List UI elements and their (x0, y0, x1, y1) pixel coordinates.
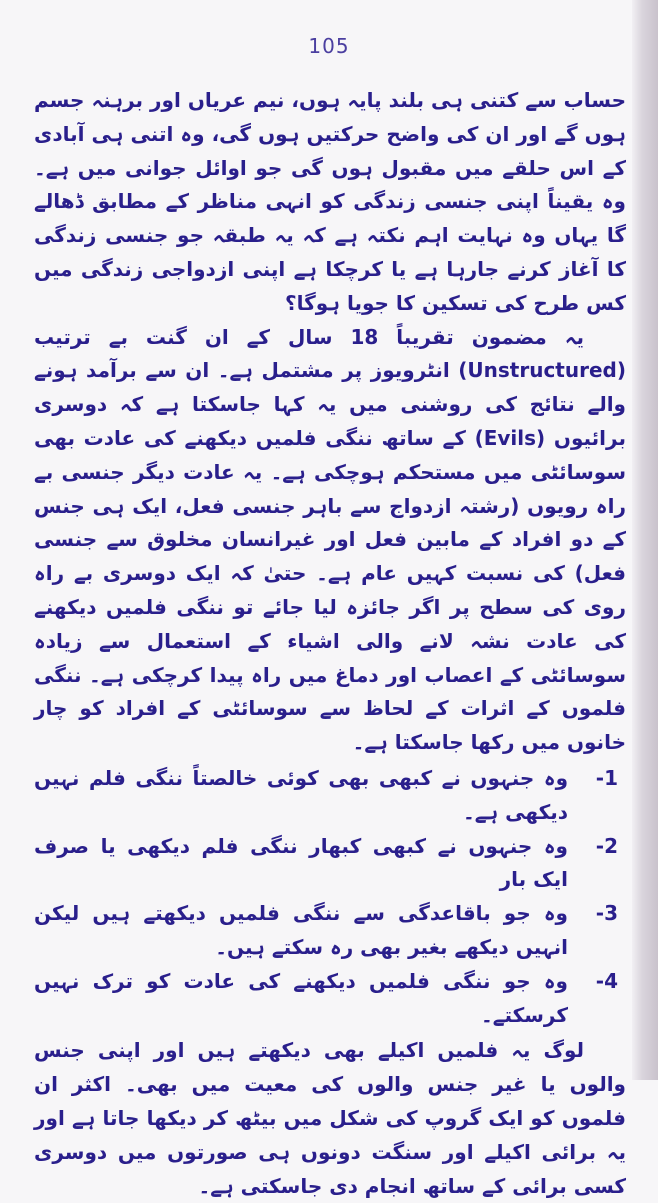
list-item-number: -4 (595, 968, 618, 993)
list-item-text: وہ جو ننگی فلمیں دیکھنے کی عادت کو ترک نہیں کرسکتے۔ (34, 968, 568, 1027)
list-item-number: -1 (595, 765, 618, 790)
list-item-text: وہ جو باقاعدگی سے ننگی فلمیں دیکھتے ہیں لیکن انہیں دیکھے بغیر بھی رہ سکتے ہیں۔ (34, 901, 568, 959)
list-item-text: وہ جنہوں نے کبھی کبھار ننگی فلم دیکھی یا صرف ایک بار (34, 833, 568, 892)
list-item (34, 762, 626, 830)
list-item (34, 965, 626, 1033)
list-item (34, 830, 626, 898)
page-number: 105 (308, 34, 350, 58)
list-item-text: وہ جنہوں نے کبھی بھی کوئی خالصتاً ننگی فلم نہیں دیکھی ہے۔ (34, 765, 568, 824)
paragraph-2: یہ مضمون تقریباً 18 سال کے ان گنت بے ترتیب (Unstructured) انٹرویوز پر مشتمل ہے۔ ان سے برآمد ہونے والے نتائج کی روشنی میں یہ کہا جاسکتا ہے کہ دوسری برائیوں (Evils) کے ساتھ ننگی فلمیں دیکھنے کی عادت بھی سوسائٹی میں مستحکم ہوچکی ہے۔ یہ عادت دیگر جنسی بے راہ رویوں (رشتہ ازدواج سے باہر جنسی فعل، ایک ہی جنس کے دو افراد کے مابین فعل اور غیرانسان مخلوق سے جنسی فعل) کی نسبت کہیں عام ہے۔ حتیٰ کہ ایک دوسری بے راہ روی کی سطح پر اگر جائزہ لیا جائے تو ننگی فلمیں دیکھنے کی عادت نشہ لانے والی اشیاء کے استعمال سے زیادہ سوسائٹی کے اعصاب اور دماغ میں راہ پیدا کرچکی ہے۔ ننگی فلموں کے اثرات کے لحاظ سے سوسائٹی کے افراد کو چار خانوں میں رکھا جاسکتا ہے۔ (34, 324, 626, 755)
list-item (34, 897, 626, 965)
list-item-number: -2 (595, 833, 618, 858)
page-body (34, 84, 626, 1203)
list-item-number: -3 (595, 901, 618, 926)
page-edge-shadow (632, 0, 658, 1080)
paragraph-3: لوگ یہ فلمیں اکیلے بھی دیکھتے ہیں اور اپنی جنس والوں یا غیر جنس والوں کی معیت میں بھی۔ اکثر ان فلموں کو ایک گروپ کی شکل میں بیٹھ کر دیکھا جاتا ہے اور یہ برائی اکیلے اور سنگت دونوں ہی صورتوں میں دوسری کسی برائی کے ساتھ انجام دی جاسکتی ہے۔ (34, 1038, 626, 1198)
category-list (34, 762, 626, 1032)
paragraph-1: حساب سے کتنی ہی بلند پایہ ہوں، نیم عریاں اور برہنہ جسم ہوں گے اور ان کی واضح حرکتیں ہوں گی، وہ اتنی ہی آبادی کے اس حلقے میں مقبول ہوں گی جو اوائل جوانی میں ہے۔ وہ یقیناً اپنی جنسی زندگی کو انہی مناظر کے مطابق ڈھالے گا یہاں وہ نہایت اہم نکتہ ہے کہ یہ طبقہ جو جنسی زندگی کا آغاز کرنے جارہا ہے یا کرچکا ہے اپنی ازدواجی زندگی میں کس طرح کی تسکین کا جویا ہوگا؟ (34, 88, 626, 315)
